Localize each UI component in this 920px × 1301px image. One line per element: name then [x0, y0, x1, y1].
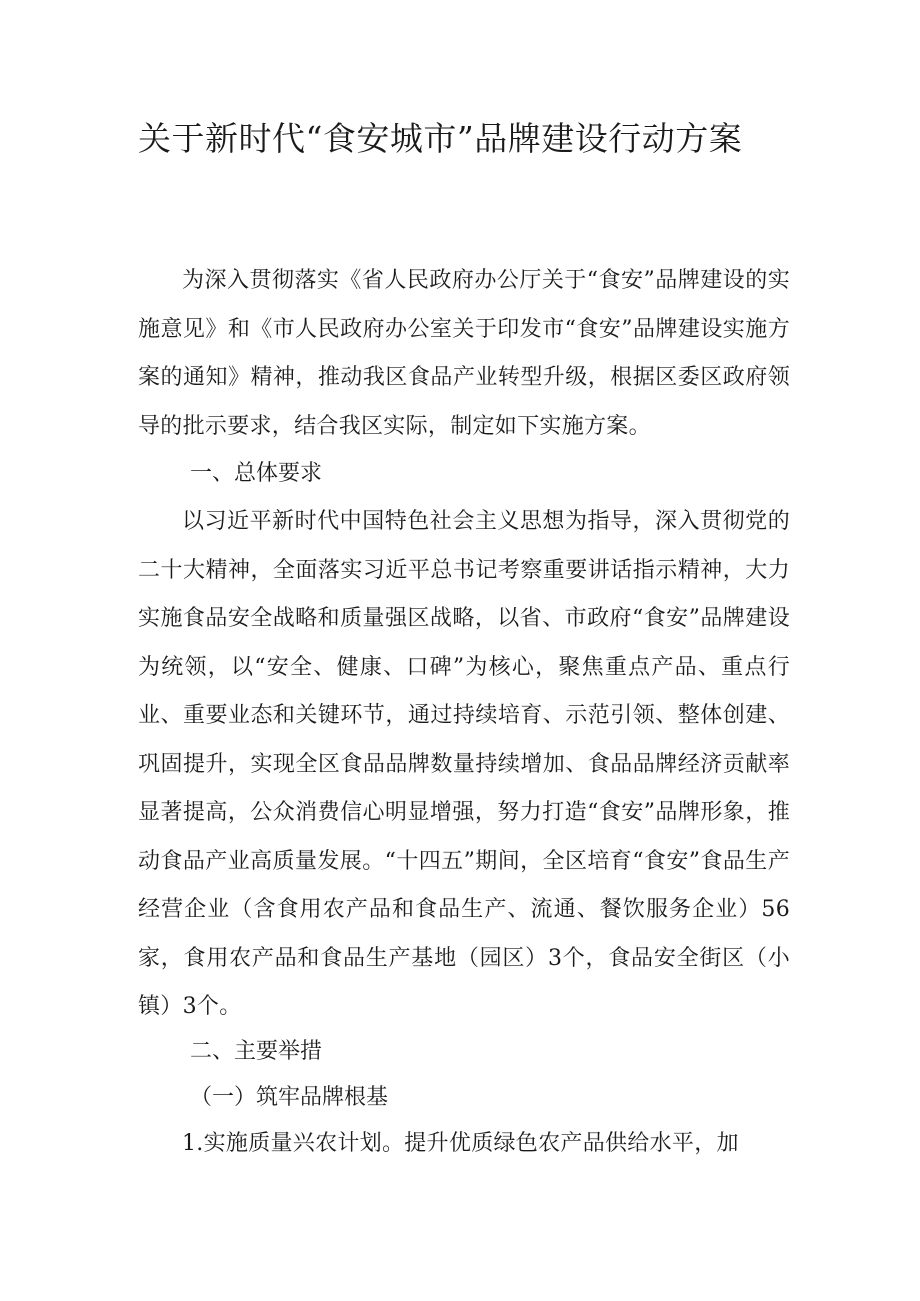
document-title: 关于新时代“食安城市”品牌建设行动方案 [138, 119, 743, 158]
subsection-heading-brand-foundation: （一）筑牢品牌根基 [190, 1085, 389, 1110]
measure-item-1: 1.实施质量兴农计划。提升优质绿色农产品供给水平，加 [182, 1131, 739, 1156]
section-heading-general-requirements: 一、总体要求 [190, 461, 323, 486]
general-requirements-paragraph: 以习近平新时代中国特色社会主义思想为指导，深入贯彻党的二十大精神，全面落实习近平总书记考察重要讲话指示精神，大力实施食品安全战略和质量强区战略，以省、市政府“食安”品牌建设为统领，以“安全、健康、口碑”为核心，聚焦重点产品、重点行业、重要业态和关键环节，通过持续培育、示范引领、整体创建、巩固提升，实现全区食品品牌数量持续增加、食品品牌经济贡献率显著提高，公众消费信心明显增强，努力打造“食安”品牌形象，推动食品产业高质量发展。“十四五”期间，全区培育“食安”食品生产经营企业（含食用农产品和食品生产、流通、餐饮服务企业）56家，食用农产品和食品生产基地（园区）3个，食品安全街区（小镇）3个。 [138, 509, 790, 1019]
section-heading-main-measures: 二、主要举措 [190, 1039, 323, 1064]
intro-paragraph: 为深入贯彻落实《省人民政府办公厅关于“食安”品牌建设的实施意见》和《市人民政府办公室关于印发市“食安”品牌建设实施方案的通知》精神，推动我区食品产业转型升级，根据区委区政府领导的批示要求，结合我区实际，制定如下实施方案。 [138, 268, 790, 439]
